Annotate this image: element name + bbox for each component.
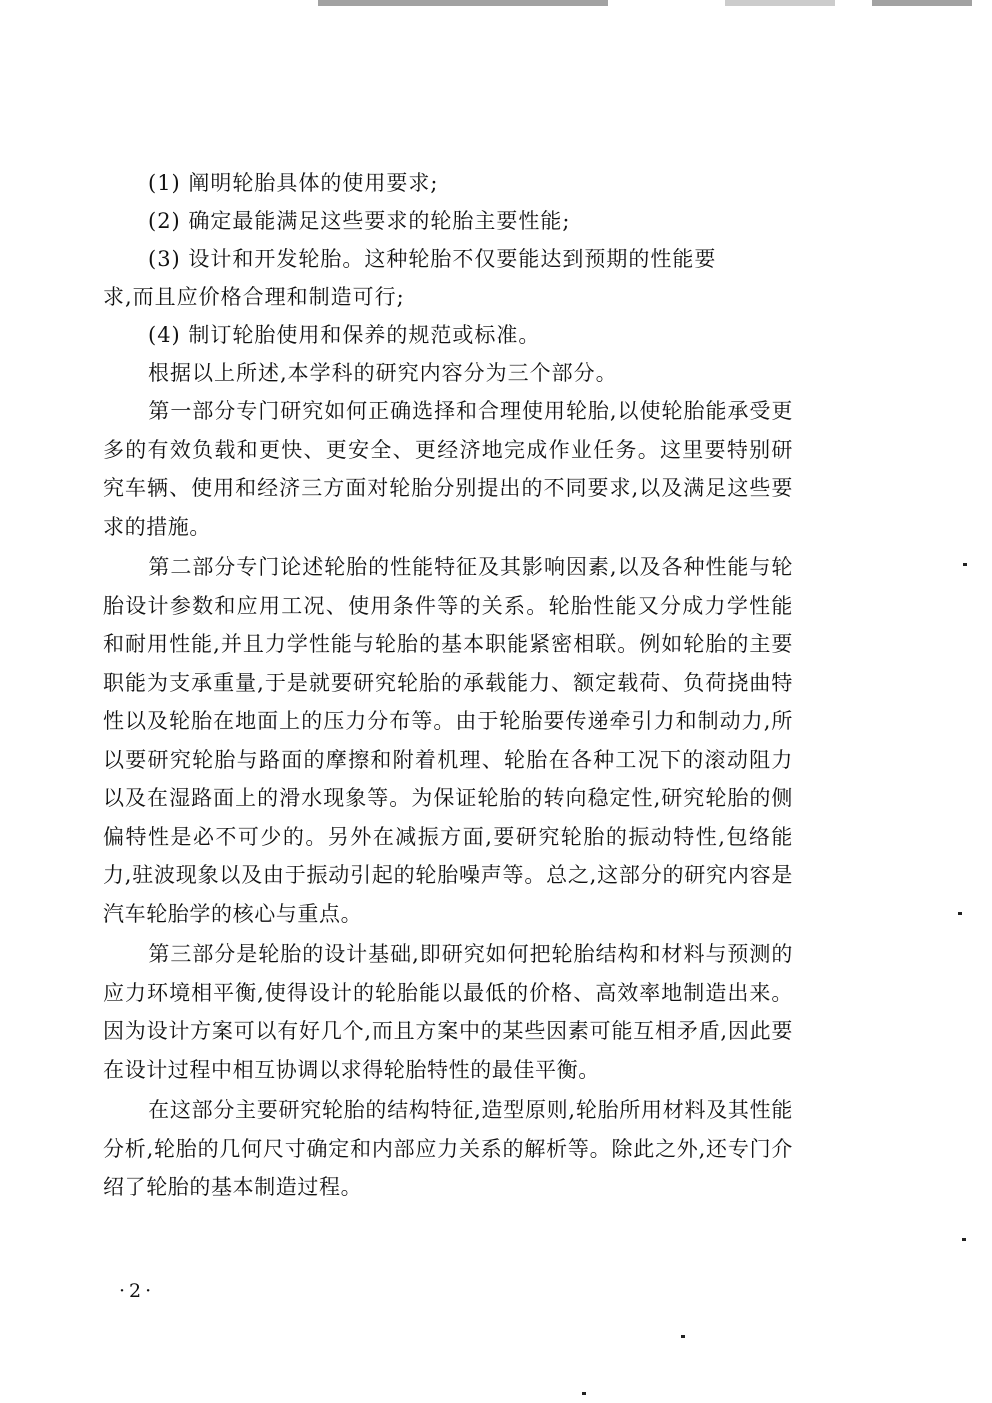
scan-speck [958,912,962,915]
paragraph-block [103,392,793,1207]
scan-speck [582,1392,586,1395]
scan-speck [963,563,967,566]
page-number: ·2· [119,1280,156,1302]
scan-artifact [725,0,835,6]
list-item: 根据以上所述,本学科的研究内容分为三个部分。 [148,361,618,385]
paragraph: 在这部分主要研究轮胎的结构特征,造型原则,轮胎所用材料及其性能分析,轮胎的几何尺寸确定和内部应力关系的解析等。除此之外,还专门介绍了轮胎的基本制造过程。 [103,1098,793,1199]
list-item: (1) 阐明轮胎具体的使用要求; [148,171,439,195]
paragraph: 第三部分是轮胎的设计基础,即研究如何把轮胎结构和材料与预测的应力环境相平衡,使得设计的轮胎能以最低的价格、高效率地制造出来。因为设计方案可以有好几个,而且方案中的某些因素可能互相矛盾,因此要在设计过程中相互协调以求得轮胎特性的最佳平衡。 [103,942,793,1082]
list-item: (3) 设计和开发轮胎。这种轮胎不仅要能达到预期的性能要 [148,247,717,271]
scan-artifact [872,0,972,6]
page-body [103,164,838,1207]
scan-artifact [318,0,608,6]
list-item: (4) 制订轮胎使用和保养的规范或标准。 [148,323,541,347]
scan-speck [681,1335,685,1338]
list-item: (2) 确定最能满足这些要求的轮胎主要性能; [148,209,571,233]
scan-speck [962,1238,966,1241]
list-item: 求,而且应价格合理和制造可行; [103,285,405,309]
paragraph: 第二部分专门论述轮胎的性能特征及其影响因素,以及各种性能与轮胎设计参数和应用工况、使用条件等的关系。轮胎性能又分成力学性能和耐用性能,并且力学性能与轮胎的基本职能紧密相联。例如轮胎的主要职能为支承重量,于是就要研究轮胎的承载能力、额定载荷、负荷挠曲特性以及轮胎在地面上的压力分布等。由于轮胎要传递牵引力和制动力,所以要研究轮胎与路面的摩擦和附着机理、轮胎在各种工况下的滚动阻力以及在湿路面上的滑水现象等。为保证轮胎的转向稳定性,研究轮胎的侧偏特性是必不可少的。另外在减振方面,要研究轮胎的振动特性,包络能力,驻波现象以及由于振动引起的轮胎噪声等。总之,这部分的研究内容是汽车轮胎学的核心与重点。 [103,555,793,926]
paragraph: 第一部分专门研究如何正确选择和合理使用轮胎,以使轮胎能承受更多的有效负载和更快、更安全、更经济地完成作业任务。这里要特别研究车辆、使用和经济三方面对轮胎分别提出的不同要求,以及满足这些要求的措施。 [103,399,793,539]
